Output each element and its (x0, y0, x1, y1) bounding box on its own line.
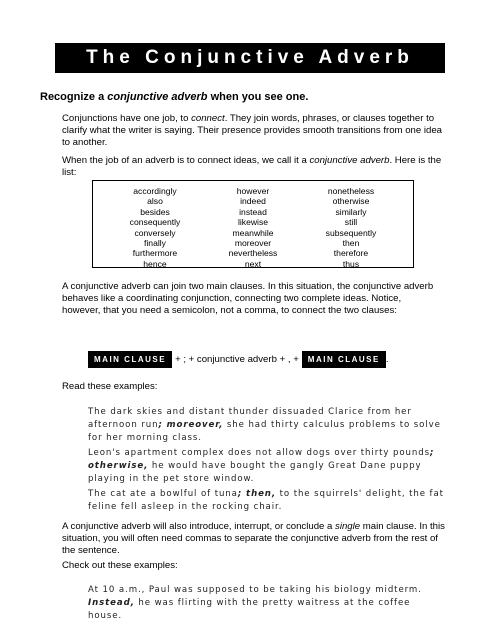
check-examples-label: Check out these examples: (62, 560, 178, 571)
heading-text: Recognize a (40, 91, 108, 103)
list-item: otherwise (332, 196, 370, 207)
single-clause-paragraph: A conjunctive adverb will also introduce, interrupt, or conclude a single main clause. In this situation, you will often need commas to separate the conjunctive adverb from the rest of the sentence. (62, 521, 445, 556)
list-item: also (147, 196, 163, 207)
list-column-2 (209, 186, 297, 269)
example-4: At 10 a.m., Paul was supposed to be taking his biology midterm. Instead, he was flirting with the pretty waitress at the coffee house. (88, 585, 422, 621)
intro-paragraph: Conjunctions have one job, to connect. They join words, phrases, or clauses together to clarify what the writer is saying. Their presence provides smooth transitions from one idea to another. (62, 113, 443, 148)
list-item: furthermore (132, 248, 178, 259)
list-item: thus (342, 258, 360, 269)
list-item: hence (143, 258, 167, 269)
list-item: then (342, 238, 360, 249)
list-item: consequently (129, 217, 181, 228)
main-clause-badge-1: MAIN CLAUSE (88, 351, 172, 368)
main-clause-paragraph: A conjunctive adverb can join two main clauses. In this situation, the conjunctive adverb behaves like a coordinating conjunction, connecting two complete ideas. Notice, however, that you need a semicolon, not a comma, to connect the two clauses: (62, 281, 434, 316)
formula-end: . (385, 353, 389, 365)
example-1: The dark skies and distant thunder dissuaded Clarice from her afternoon run; moreover, she had thirty calculus problems to solve for her morning class. (88, 407, 441, 443)
list-item: instead (239, 206, 267, 217)
formula-connector: + ; + conjunctive adverb + , + (175, 353, 299, 365)
list-item: subsequently (325, 227, 377, 238)
list-item: accordingly (133, 186, 177, 196)
list-item: still (344, 217, 358, 228)
list-item: finally (144, 238, 166, 249)
heading-emphasis: conjunctive adverb (107, 91, 208, 103)
list-item: indeed (240, 196, 266, 207)
list-item: besides (140, 206, 170, 217)
example-2: Leon's apartment complex does not allow dogs over thirty pounds; otherwise, he would have bought the gangly Great Dane puppy playing in the pet store window. (88, 448, 435, 484)
conjunctive-adverb-list (92, 180, 414, 268)
list-item: nevertheless (228, 248, 278, 259)
main-clause-badge-2: MAIN CLAUSE (302, 351, 386, 368)
heading-text-end: when you see one. (207, 91, 309, 103)
page-title-bar (55, 43, 445, 73)
formula-row (88, 351, 389, 367)
list-column-1 (111, 186, 199, 269)
section-heading (40, 91, 308, 103)
list-item: conversely (134, 227, 176, 238)
list-column-3 (307, 186, 395, 269)
example-3: The cat ate a bowlful of tuna; then, to the squirrels' delight, the fat feline fell asleep in the rocking chair. (88, 489, 444, 512)
list-item: likewise (237, 217, 269, 228)
list-intro-paragraph: When the job of an adverb is to connect ideas, we call it a conjunctive adverb. Here is the list: (62, 155, 442, 178)
page-title: The Conjunctive Adverb (86, 47, 414, 68)
list-item: however (236, 186, 270, 196)
read-examples-label: Read these examples: (62, 381, 158, 392)
list-item: meanwhile (232, 227, 274, 238)
list-item: therefore (333, 248, 369, 259)
list-item: next (244, 258, 262, 269)
list-item: similarly (335, 206, 367, 217)
list-item: moreover (234, 238, 272, 249)
list-item: nonetheless (327, 186, 375, 196)
